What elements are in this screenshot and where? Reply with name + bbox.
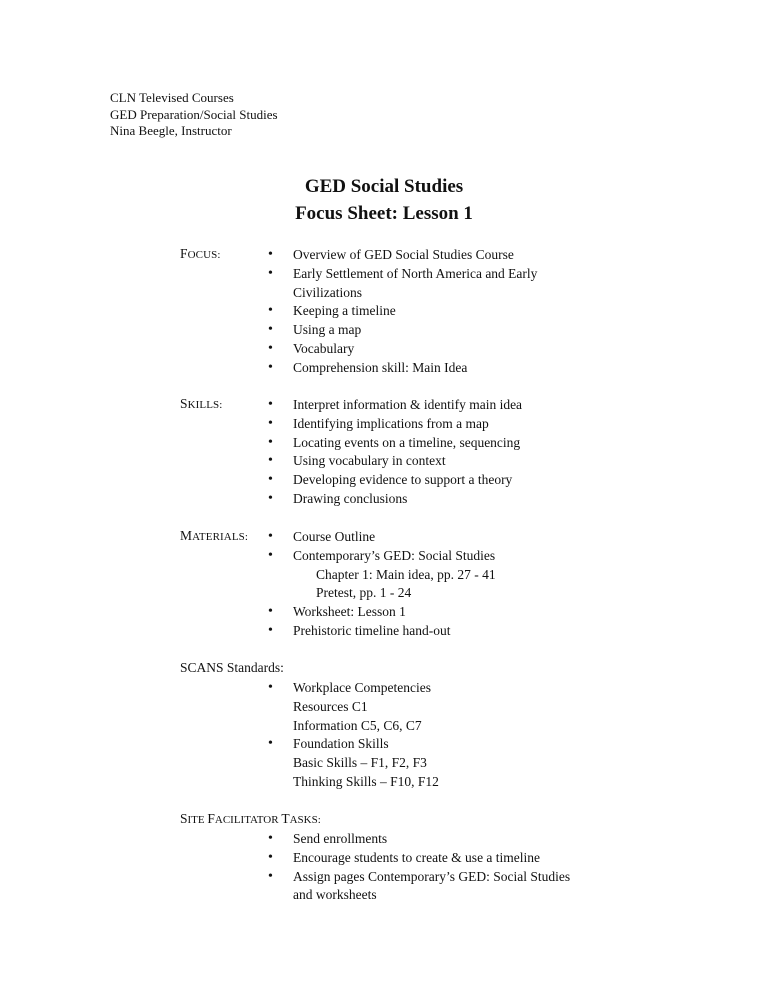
bullet-icon: •	[268, 529, 273, 544]
list-item: • Identifying implications from a map	[268, 415, 628, 434]
bullet-icon: •	[268, 397, 273, 412]
list-item: • Comprehension skill: Main Idea	[268, 359, 628, 378]
list-item: • Overview of GED Social Studies Course	[268, 246, 628, 265]
list-item: • Worksheet: Lesson 1	[268, 603, 628, 622]
bullet-icon: •	[268, 265, 273, 281]
skills-label: SKILLS:	[180, 396, 223, 411]
list-item: • Workplace Competencies	[268, 679, 628, 698]
list-item: • Vocabulary	[268, 340, 628, 359]
title-line-1: GED Social Studies	[304, 176, 464, 197]
list-item: • Using a map	[268, 321, 628, 340]
bullet-icon: •	[268, 604, 273, 620]
bullet-icon: •	[268, 340, 273, 356]
list-item: • Early Settlement of North America and Early Civilizations	[268, 265, 538, 300]
instructor-name: Nina Beegle, Instructor	[110, 123, 232, 138]
course-subject: GED Preparation/Social Studies	[110, 106, 278, 122]
bullet-icon: •	[268, 453, 273, 469]
scans-detail: Resources C1	[293, 698, 368, 714]
list-item: • Encourage students to create & use a timeline	[268, 849, 628, 868]
bullet-icon: •	[268, 736, 273, 752]
materials-sub-item: Chapter 1: Main idea, pp. 27 - 41	[316, 566, 496, 582]
bullet-icon: •	[268, 415, 273, 431]
materials-label: MATERIALS:	[180, 528, 249, 543]
bullet-icon: •	[268, 322, 273, 338]
document-header	[110, 90, 278, 140]
scans-list	[268, 679, 628, 792]
bullet-icon: •	[268, 472, 273, 488]
list-item: • Contemporary’s GED: Social Studies	[268, 547, 628, 566]
materials-sub-item: Pretest, pp. 1 - 24	[316, 585, 412, 601]
scans-detail: Information C5, C6, C7	[293, 717, 422, 733]
bullet-icon: •	[268, 247, 273, 262]
bullet-icon: •	[268, 849, 273, 865]
document-title	[0, 173, 768, 227]
scans-detail: Thinking Skills – F10, F12	[293, 773, 439, 789]
bullet-icon: •	[268, 434, 273, 450]
bullet-icon: •	[268, 868, 273, 884]
skills-list	[268, 396, 628, 509]
list-item: • Keeping a timeline	[268, 302, 628, 321]
bullet-icon: •	[268, 490, 273, 506]
site-tasks-list	[268, 830, 628, 905]
materials-list	[268, 528, 628, 641]
bullet-icon: •	[268, 831, 273, 846]
bullet-icon: •	[268, 359, 273, 375]
list-item: • Developing evidence to support a theory	[268, 471, 628, 490]
list-item: • Locating events on a timeline, sequencing	[268, 434, 628, 453]
bullet-icon: •	[268, 680, 273, 695]
list-item: • Prehistoric timeline hand-out	[268, 622, 628, 641]
scans-detail: Basic Skills – F1, F2, F3	[293, 755, 427, 771]
course-name: CLN Televised Courses	[110, 90, 234, 105]
list-item: • Assign pages Contemporary’s GED: Social Studies and worksheets	[268, 868, 571, 903]
bullet-icon: •	[268, 547, 273, 563]
list-item: • Course Outline	[268, 528, 628, 547]
list-item: • Interpret information & identify main idea	[268, 396, 628, 415]
site-tasks-title: SITE FACILITATOR TASKS:	[180, 811, 321, 826]
list-item: • Send enrollments	[268, 830, 628, 849]
scans-title: SCANS Standards:	[180, 660, 284, 675]
list-item: • Drawing conclusions	[268, 490, 628, 509]
bullet-icon: •	[268, 622, 273, 638]
focus-list	[268, 246, 628, 378]
list-item: • Using vocabulary in context	[268, 452, 628, 471]
list-item: • Foundation Skills	[268, 735, 628, 754]
bullet-icon: •	[268, 303, 273, 319]
title-line-2: Focus Sheet: Lesson 1	[295, 203, 473, 224]
focus-label: FOCUS:	[180, 246, 221, 261]
